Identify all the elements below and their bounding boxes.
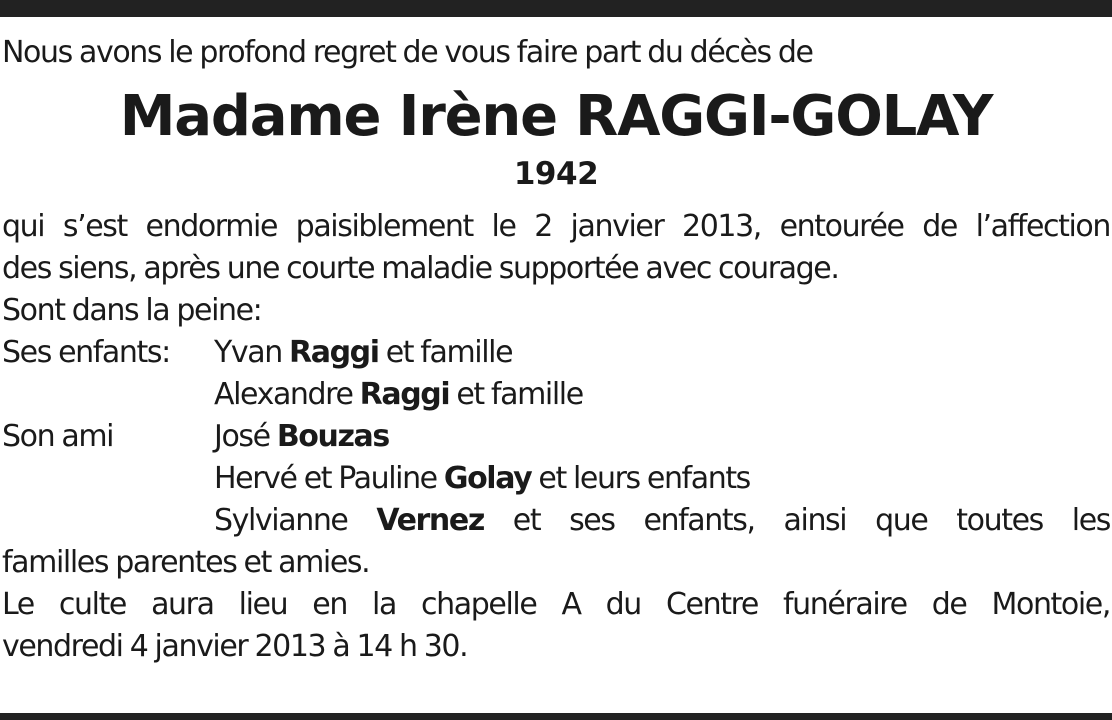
service-line-1: Le culte aura lieu en la chapelle A du Centre funéraire de Montoie, [2, 587, 1110, 622]
mourner-entry [214, 332, 512, 374]
mourner-first-name: José [214, 419, 270, 454]
friend-label: Son ami [2, 419, 114, 454]
mourner-first-name: Yvan [214, 335, 282, 370]
passing-line-1: qui s’est endormie paisiblement le 2 janvier 2013, entourée de l’affection [2, 209, 1110, 244]
sylvianne-line [2, 500, 1110, 542]
others-row [2, 458, 1110, 500]
mourner-suffix: et leurs enfants [538, 461, 750, 496]
mourner-entry [214, 416, 389, 458]
mourner-last-name: Raggi [359, 377, 450, 412]
mourner-first-name: Alexandre [214, 377, 353, 412]
top-rule [0, 0, 1112, 17]
birth-year: 1942 [513, 156, 599, 192]
service-line-2: vendredi 4 janvier 2013 à 14 h 30. [2, 629, 468, 664]
children-label: Ses enfants: [2, 335, 170, 370]
mourner-last-name: Vernez [376, 503, 484, 538]
mourner-last-name: Raggi [289, 335, 379, 370]
mourner-entry [214, 458, 750, 500]
friend-row [2, 416, 1110, 458]
mourner-suffix: et famille [456, 377, 583, 412]
bottom-rule [0, 713, 1112, 720]
mourner-suffix: et famille [385, 335, 513, 370]
passing-paragraph [2, 206, 1110, 668]
mourner-first-name: Sylvianne [214, 503, 348, 538]
mourner-last-name: Bouzas [276, 419, 389, 454]
mourner-suffix: et ses enfants, ainsi que toutes les [512, 503, 1110, 538]
obituary-notice [2, 32, 1110, 668]
children-row-2 [2, 374, 1110, 416]
mourner-entry [214, 374, 583, 416]
intro-line: Nous avons le profond regret de vous faire part du décès de [2, 35, 813, 70]
mourners-heading: Sont dans la peine: [2, 293, 262, 328]
mourner-last-name: Golay [443, 461, 532, 496]
passing-line-2: des siens, après une courte maladie supportée avec courage. [2, 251, 839, 286]
children-row-1 [2, 332, 1110, 374]
families-line: familles parentes et amies. [2, 545, 370, 580]
mourner-first-name: Hervé et Pauline [214, 461, 437, 496]
deceased-name: Madame Irène RAGGI-GOLAY [119, 84, 993, 149]
